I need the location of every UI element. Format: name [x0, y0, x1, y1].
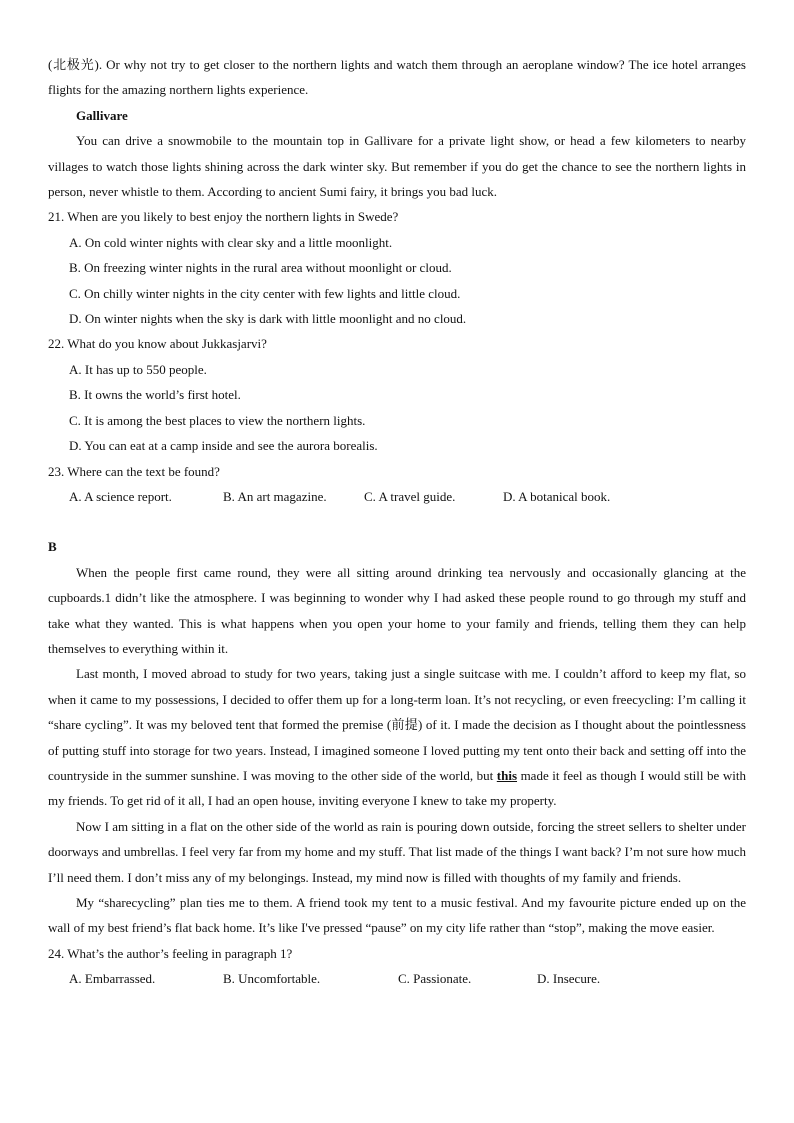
paragraph-text: made it feel as though I would still be with my friends. To get rid of it all, I had an open house, inviting everyone I knew to take my property. [48, 767, 746, 809]
answer-option: C. It is among the best places to view the northern lights. [69, 412, 366, 428]
answer-option: D. A botanical book. [503, 488, 611, 504]
answer-option: C. A travel guide. [364, 488, 456, 504]
answer-option: B. An art magazine. [223, 488, 327, 504]
question-24 [48, 941, 746, 992]
answer-option: D. Insecure. [537, 971, 601, 987]
exam-page [48, 52, 746, 992]
gallivare-paragraph: You can drive a snowmobile to the mountain top in Gallivare for a private light show, or head a few kilometers to nearby villages to watch those lights shining across the dark winter sky. But remember if you do get the chance to see the northern lights in person, never whistle to them. According to ancient Sumi fairy, it brings you bad luck. [48, 133, 746, 200]
section-b-paragraph-1: When the people first came round, they were all sitting around drinking tea nervously and occasionally glancing at the cupboards.1 didn’t like the atmosphere. I was beginning to wonder why I had asked these people round to go through my stuff and take what they wanted. This is what happens when you open your home to your family and friends, telling them they can help themselves to everything within it. [48, 564, 746, 656]
section-b-paragraph-2 [48, 661, 746, 813]
question-23 [48, 459, 746, 510]
passage-a-continued-paragraph: (北极光). Or why not try to get closer to the northern lights and watch them through an aeroplane window? The ice hotel arranges flights for the amazing northern lights experience. [48, 57, 746, 98]
answer-option: D. On winter nights when the sky is dark with little moonlight and no cloud. [69, 311, 467, 327]
answer-option: B. Uncomfortable. [223, 971, 321, 987]
answer-options-row [48, 484, 746, 509]
section-b-title: B [48, 539, 57, 555]
answer-option: D. You can eat at a camp inside and see the aurora borealis. [69, 438, 378, 454]
paragraph-text: Last month, I moved abroad to study for two years, taking just a single suitcase with me. I couldn’t afford to keep my flat, so when it came to my possessions, I decided to offer them up for a long-term loan. It’s not recycling, or even freecycling: I’m calling it “share cycling”. It was my beloved tent that formed the premise (前提) of it. I made the decision as I thought about the pointlessness of putting stuff into storage for two years. Instead, I imagined someone I loved putting my tent onto their back and setting off into the countryside in the summer sunshine. I was moving to the other side of the world, but [48, 666, 746, 783]
answer-option: C. Passionate. [398, 971, 472, 987]
answer-option: A. It has up to 550 people. [69, 361, 207, 377]
question-stem: 21. When are you likely to best enjoy the northern lights in Swede? [48, 209, 399, 225]
gallivare-heading: Gallivare [76, 107, 128, 123]
answer-option: C. On chilly winter nights in the city center with few lights and little cloud. [69, 285, 461, 301]
answer-options-row [48, 966, 746, 991]
question-21 [48, 204, 746, 331]
section-b-paragraph-3: Now I am sitting in a flat on the other side of the world as rain is pouring down outside, forcing the street sellers to shelter under doorways and umbrellas. I feel very far from my home and my stuff. That list made of the things I want back? I’m not sure how much I’ll need them. I don’t miss any of my belongings. Instead, my mind now is filled with thoughts of my family and friends. [48, 818, 746, 885]
answer-option: A. Embarrassed. [69, 971, 156, 987]
question-stem: 22. What do you know about Jukkasjarvi? [48, 336, 267, 352]
section-b-paragraph-4: My “sharecycling” plan ties me to them. A friend took my tent to a music festival. And my favourite picture ended up on the wall of my best friend’s flat back home. It’s like I've pressed “pause” on my city life rather than “stop”, making the move easier. [48, 895, 746, 936]
answer-option: B. On freezing winter nights in the rural area without moonlight or cloud. [69, 260, 452, 276]
question-stem: 23. Where can the text be found? [48, 463, 220, 479]
question-stem: 24. What’s the author’s feeling in paragraph 1? [48, 945, 293, 961]
question-22 [48, 331, 746, 458]
answer-option: B. It owns the world’s first hotel. [69, 387, 241, 403]
answer-option: A. A science report. [69, 488, 172, 504]
answer-option: A. On cold winter nights with clear sky and a little moonlight. [69, 234, 393, 250]
underlined-word: this [496, 767, 518, 783]
